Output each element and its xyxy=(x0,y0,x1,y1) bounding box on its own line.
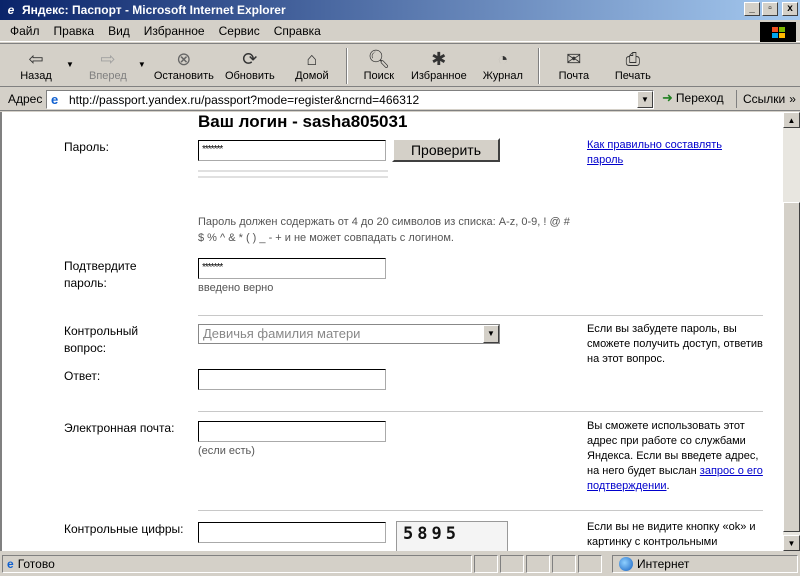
window-titlebar xyxy=(0,0,800,20)
answer-input[interactable] xyxy=(198,369,386,390)
confirm-password-input[interactable]: ******* xyxy=(198,258,386,279)
toolbar xyxy=(0,43,800,87)
status-cell xyxy=(474,555,498,573)
stop-button[interactable]: ⊗ Остановить xyxy=(153,49,214,82)
forward-button[interactable]: ⇨ Вперед xyxy=(89,49,127,82)
page-icon: e xyxy=(7,557,14,571)
password-hint: Пароль должен содержать от 4 до 20 символов из списка: A-z, 0-9, ! @ # $ % ^ & * ( ) _ - + и не может совпадать с логином. xyxy=(198,216,570,244)
menu-edit[interactable]: Правка xyxy=(53,23,95,38)
home-button[interactable]: ⌂ Домой xyxy=(295,49,329,82)
login-heading: Ваш логин - sasha805031 xyxy=(198,112,408,131)
history-button[interactable]: ◔ Журнал xyxy=(482,49,523,82)
address-bar xyxy=(0,87,800,111)
check-button[interactable]: Проверить xyxy=(392,138,500,162)
status-cell xyxy=(552,555,576,573)
close-button[interactable]: x xyxy=(782,2,798,16)
ie-logo-icon: e xyxy=(7,3,15,17)
address-input[interactable] xyxy=(46,90,654,109)
toolbar-separator xyxy=(346,48,348,84)
security-question-label: Контрольный вопрос: xyxy=(64,324,139,355)
forward-arrow-icon: ⇨ xyxy=(100,49,116,69)
password-label: Пароль: xyxy=(64,140,109,154)
scroll-down-button[interactable]: ▼ xyxy=(783,535,800,551)
status-cell xyxy=(578,555,602,573)
address-dropdown-button[interactable]: ▼ xyxy=(637,91,653,108)
page-content xyxy=(0,112,783,551)
mail-icon: ✉ xyxy=(566,49,582,69)
links-button[interactable]: Ссылки » xyxy=(736,90,796,108)
back-button[interactable]: ⇦ Назад xyxy=(20,49,52,82)
back-arrow-icon: ⇦ xyxy=(28,49,44,69)
status-cell xyxy=(526,555,550,573)
status-cell xyxy=(500,555,524,573)
answer-label: Ответ: xyxy=(64,369,101,383)
stop-icon: ⊗ xyxy=(176,49,192,69)
search-button[interactable]: 🔍︎ Поиск xyxy=(363,49,395,82)
password-input[interactable]: ******* xyxy=(198,140,386,161)
status-bar xyxy=(0,552,800,576)
print-icon: ⎙ xyxy=(625,49,641,69)
chevron-down-icon[interactable]: ▼ xyxy=(483,325,499,343)
confirm-password-label: Подтвердите пароль: xyxy=(64,259,137,290)
forward-dropdown-icon[interactable]: ▼ xyxy=(137,60,146,69)
zone-text: Интернет xyxy=(637,557,690,571)
refresh-icon: ⟳ xyxy=(242,49,258,69)
refresh-button[interactable]: ⟳ Обновить xyxy=(224,49,275,82)
menu-help[interactable]: Справка xyxy=(273,23,321,38)
status-text-cell xyxy=(2,555,472,573)
window-title: Яндекс: Паспорт - Microsoft Internet Explorer xyxy=(22,3,286,17)
email-note: Вы сможете использовать этот адрес при работе со службами Яндекса. Если вы введете адрес, на него будет выслан запрос о его подтверждении. xyxy=(587,420,763,492)
vertical-scrollbar[interactable] xyxy=(783,112,800,551)
scroll-up-button[interactable]: ▲ xyxy=(783,112,800,128)
search-icon: 🔍︎ xyxy=(367,49,391,69)
windows-logo-icon xyxy=(760,22,796,42)
status-text: Готово xyxy=(17,557,55,571)
minimize-button[interactable]: _ xyxy=(744,2,760,16)
zone-cell xyxy=(612,555,798,573)
security-question-note: Если вы забудете пароль, вы сможете получить доступ, ответив на этот вопрос. xyxy=(587,323,763,365)
favorites-icon: ✱ xyxy=(431,49,447,69)
address-url: http://passport.yandex.ru/passport?mode=register&ncrnd=466312 xyxy=(69,92,420,107)
divider xyxy=(198,510,763,511)
toolbar-separator xyxy=(538,48,540,84)
email-label: Электронная почта: xyxy=(64,421,175,435)
home-icon: ⌂ xyxy=(306,49,318,69)
page-icon: e xyxy=(51,91,59,107)
email-input[interactable] xyxy=(198,421,386,442)
captcha-label: Контрольные цифры: xyxy=(64,522,184,536)
divider xyxy=(198,411,763,412)
back-dropdown-icon[interactable]: ▼ xyxy=(66,60,74,69)
email-hint: (если есть) xyxy=(198,445,255,457)
mail-button[interactable]: ✉ Почта xyxy=(558,49,590,82)
divider xyxy=(198,315,763,316)
captcha-digits: 5895 xyxy=(403,524,460,544)
security-question-select[interactable]: Девичья фамилия матери ▼ xyxy=(198,324,500,344)
address-label: Адрес xyxy=(8,91,43,106)
chevron-right-icon: » xyxy=(789,92,796,106)
password-help-link[interactable]: Как правильно составлять пароль xyxy=(587,139,722,166)
history-icon: ◔ xyxy=(497,49,509,69)
maximize-button[interactable]: ▫ xyxy=(762,2,778,16)
password-strength-bar xyxy=(198,170,388,178)
confirm-status: введено верно xyxy=(198,282,274,294)
menu-favorites[interactable]: Избранное xyxy=(143,23,205,38)
favorites-button[interactable]: ✱ Избранное xyxy=(410,49,467,82)
go-arrow-icon: ➜ xyxy=(662,90,673,105)
menu-bar xyxy=(0,20,800,42)
captcha-note: Если вы не видите кнопку «ok» и картинку с контрольными xyxy=(587,521,756,548)
menu-file[interactable]: Файл xyxy=(10,23,40,38)
menu-view[interactable]: Вид xyxy=(108,23,130,38)
print-button[interactable]: ⎙ Печать xyxy=(614,49,651,82)
captcha-image xyxy=(396,521,508,551)
go-button[interactable]: ➜ Переход xyxy=(662,90,724,105)
internet-globe-icon xyxy=(619,557,633,571)
captcha-input[interactable] xyxy=(198,522,386,543)
email-confirmation-link[interactable]: запрос о его подтверждении xyxy=(587,465,763,492)
menu-tools[interactable]: Сервис xyxy=(218,23,260,38)
scroll-thumb[interactable] xyxy=(783,202,800,532)
